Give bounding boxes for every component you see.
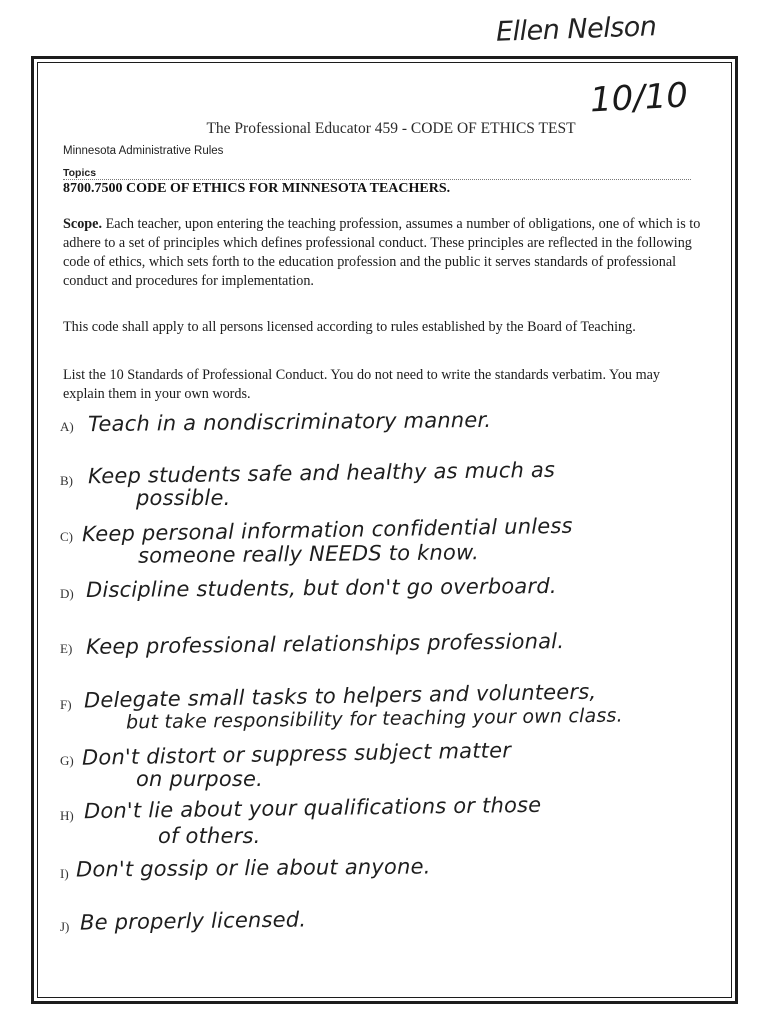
answer-handwriting: Keep personal information confidential unless [81,513,573,547]
student-name: Ellen Nelson [495,11,657,48]
answer-handwriting: Don't gossip or lie about anyone. [75,854,431,882]
answer-letter: J) [60,919,70,934]
document-title [0,120,768,138]
document-subtitle: Minnesota Administrative Rules [63,145,224,157]
answer-handwriting: Keep students safe and healthy as much as [87,457,556,489]
answer-handwriting-continued: of others. [158,824,261,848]
apply-paragraph: This code shall apply to all persons licensed according to rules established by the Board of Teaching. [63,319,636,335]
answer-letter: B) [60,473,73,488]
instruction-paragraph: List the 10 Standards of Professional Conduct. You do not need to write the standards verbatim. You may explain them in your own words. [63,367,660,402]
answer-letter: D) [60,586,74,601]
answer-letter: A) [60,419,74,434]
answer-letter: I) [60,866,69,881]
scope-paragraph [63,215,703,291]
topics-divider [63,179,691,180]
topics-label: Topics [63,167,97,179]
answer-letter: C) [60,529,73,544]
answer-handwriting: Delegate small tasks to helpers and volunteers, [83,679,597,713]
answer-letter: H) [60,808,74,823]
answer-handwriting: Teach in a nondiscriminatory manner. [87,407,492,437]
answer-handwriting: Don't distort or suppress subject matter [81,738,512,770]
answer-letter: E) [60,641,73,656]
answer-handwriting-continued: but take responsibility for teaching your own class. [125,704,623,734]
scope-text: Each teacher, upon entering the teaching profession, assumes a number of obligations, one of which is to adhere to a set of principles which defines professional conduct. These principles are reflected in the following code of ethics, which sets forth to the education profession and the public it serves standards of professional conduct and procedures for implementation. [63,216,701,289]
answer-letter: G) [60,753,74,768]
document-title-text: The Professional Educator 459 - CODE OF ETHICS TEST [206,120,576,137]
answer-letter: F) [60,697,72,712]
section-heading: 8700.7500 CODE OF ETHICS FOR MINNESOTA TEACHERS. [63,181,451,196]
answer-handwriting-continued: possible. [136,486,231,510]
answer-handwriting-continued: someone really NEEDS to know. [137,540,480,568]
scope-label: Scope. [63,216,103,232]
answer-handwriting: Be properly licensed. [79,907,307,935]
answer-handwriting-continued: on purpose. [136,767,264,791]
answer-handwriting: Keep professional relationships professional. [85,629,565,659]
answer-handwriting: Don't lie about your qualifications or those [83,792,542,824]
score-mark: 10/10 [589,75,689,121]
answer-handwriting: Discipline students, but don't go overboard. [85,573,557,603]
